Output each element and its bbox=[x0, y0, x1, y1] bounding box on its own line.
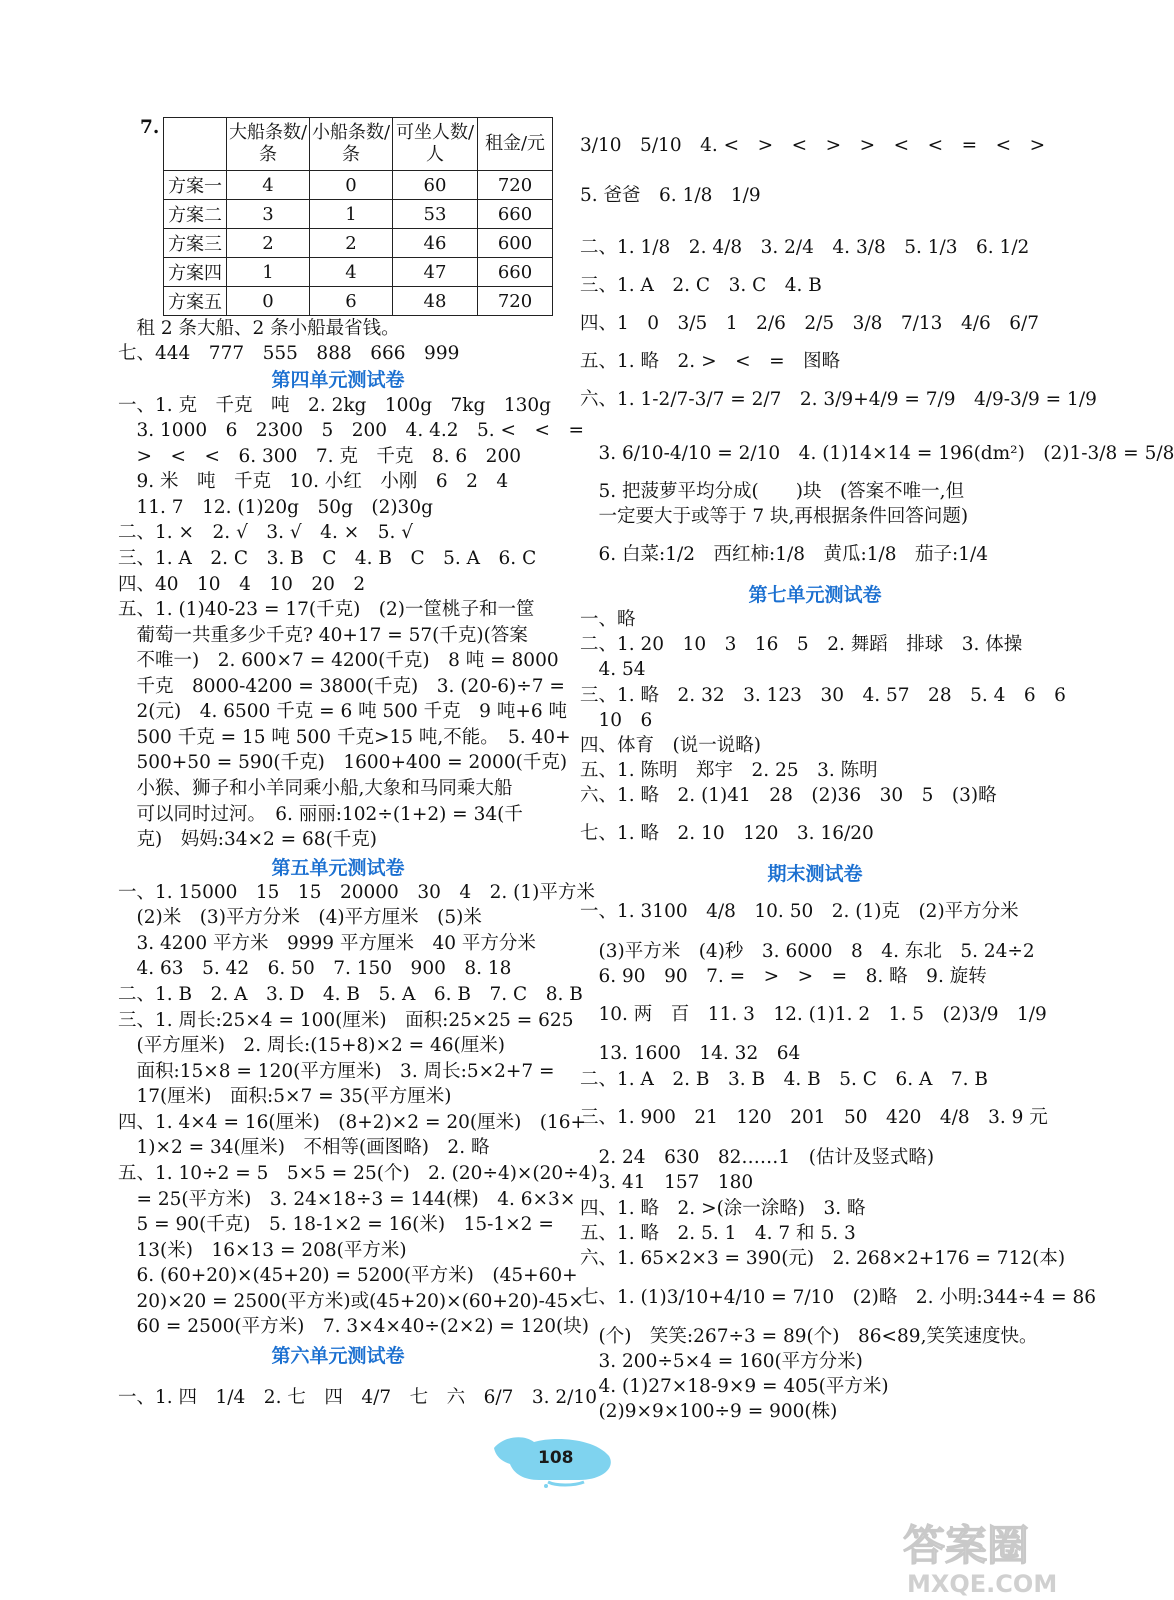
table-cell: 6 bbox=[310, 287, 393, 316]
answer-line: 13. 1600 14. 32 64 bbox=[580, 1043, 801, 1064]
answer-line: 二、1. 1/8 2. 4/8 3. 2/4 4. 3/8 5. 1/3 6. 1/2 bbox=[580, 237, 1030, 258]
table-cell: 2 bbox=[310, 229, 393, 258]
answer-line: 500 千克 = 15 吨 500 千克>15 吨,不能。 5. 40+ bbox=[118, 727, 571, 748]
table-row bbox=[164, 287, 553, 316]
table-header-row bbox=[164, 118, 553, 171]
answer-line: 二、1. × 2. √ 3. √ 4. × 5. √ bbox=[118, 522, 414, 543]
answer-line: 9. 米 吨 千克 10. 小红 小刚 6 2 4 bbox=[118, 471, 509, 492]
answer-line: 四、1. 4×4 = 16(厘米) (8+2)×2 = 20(厘米) (16+ bbox=[118, 1112, 587, 1133]
table-cell: 47 bbox=[393, 258, 478, 287]
answer-line: (2)米 (3)平方分米 (4)平方厘米 (5)米 bbox=[118, 907, 482, 928]
table-cell: 4 bbox=[227, 171, 310, 200]
answer-line: 二、1. B 2. A 3. D 4. B 5. A 6. B 7. C 8. B bbox=[118, 984, 583, 1005]
answer-line: 四、40 10 4 10 20 2 bbox=[118, 574, 366, 595]
table-cell: 720 bbox=[478, 171, 553, 200]
answer-line: 2(元) 4. 6500 千克 = 6 吨 500 千克 9 吨+6 吨 bbox=[118, 701, 567, 722]
answer-line: 5. 爸爸 6. 1/8 1/9 bbox=[580, 185, 761, 206]
table-corner-cell bbox=[164, 118, 227, 171]
answer-line: 1)×2 = 34(厘米) 不相等(画图略) 2. 略 bbox=[118, 1137, 490, 1158]
answer-line: 6. (60+20)×(45+20) = 5200(平方米) (45+60+ bbox=[118, 1265, 578, 1286]
answer-line: 四、1 0 3/5 1 2/6 2/5 3/8 7/13 4/6 6/7 bbox=[580, 313, 1039, 334]
table-header-cell: 可坐人数/人 bbox=[393, 118, 478, 171]
answer-line: 一、1. 15000 15 15 20000 30 4 2. (1)平方米 bbox=[118, 882, 595, 903]
answer-line: 3. 1000 6 2300 5 200 4. 4.2 5. < < = bbox=[118, 420, 585, 441]
answer-line: 三、1. 周长:25×4 = 100(厘米) 面积:25×25 = 625 bbox=[118, 1010, 574, 1031]
answer-line: 二、1. A 2. B 3. B 4. B 5. C 6. A 7. B bbox=[580, 1069, 988, 1090]
answer-line: 11. 7 12. (1)20g 50g (2)30g bbox=[118, 497, 433, 518]
answer-line: 小猴、狮子和小羊同乘小船,大象和马同乘大船 bbox=[118, 778, 513, 799]
table-cell: 600 bbox=[478, 229, 553, 258]
answer-line: 60 = 2500(平方米) 7. 3×4×40÷(2×2) = 120(块) bbox=[118, 1316, 589, 1337]
table-row bbox=[164, 229, 553, 258]
table-cell: 60 bbox=[393, 171, 478, 200]
answer-line: 3. 4200 平方米 9999 平方厘米 40 平方分米 bbox=[118, 933, 536, 954]
answer-line: 五、1. 略 2. 5. 1 4. 7 和 5. 3 bbox=[580, 1223, 856, 1244]
answer-line: 六、1. 略 2. (1)41 28 (2)36 30 5 (3)略 bbox=[580, 785, 997, 806]
table-cell: 720 bbox=[478, 287, 553, 316]
answer-line: 6. 白菜:1/2 西红柿:1/8 黄瓜:1/8 茄子:1/4 bbox=[580, 544, 989, 565]
table-cell: 53 bbox=[393, 200, 478, 229]
answer-line: 13(米) 16×13 = 208(平方米) bbox=[118, 1240, 407, 1261]
boat-rental-table bbox=[163, 117, 553, 316]
answer-line: 10. 两 百 11. 3 12. (1)1. 2 1. 5 (2)3/9 1/9 bbox=[580, 1004, 1047, 1025]
answer-line: 20)×20 = 2500(平方米)或(45+20)×(60+20)-45× bbox=[118, 1291, 584, 1312]
answer-line: 6. 90 90 7. = > > = 8. 略 9. 旋转 bbox=[580, 966, 987, 987]
answer-line: 七、1. 略 2. 10 120 3. 16/20 bbox=[580, 823, 874, 844]
answer-line: 10 6 bbox=[580, 710, 653, 731]
answer-line: (个) 笑笑:267÷3 = 89(个) 86<89,笑笑速度快。 bbox=[580, 1326, 1038, 1347]
answer-line: = 25(平方米) 3. 24×18÷3 = 144(棵) 4. 6×3× bbox=[118, 1189, 576, 1210]
answer-line: 千克 8000-4200 = 3800(千克) 3. (20-6)÷7 = bbox=[118, 676, 565, 697]
table-cell: 3 bbox=[227, 200, 310, 229]
table-cell: 1 bbox=[227, 258, 310, 287]
table-cell: 48 bbox=[393, 287, 478, 316]
answer-line: 3. 41 157 180 bbox=[580, 1172, 754, 1193]
table-cell: 方案五 bbox=[164, 287, 227, 316]
table-row bbox=[164, 258, 553, 287]
table-cell: 1 bbox=[310, 200, 393, 229]
answer-line: 4. 63 5. 42 6. 50 7. 150 900 8. 18 bbox=[118, 958, 512, 979]
answer-line: 七、444 777 555 888 666 999 bbox=[118, 343, 460, 364]
unit6-heading: 第六单元测试卷 bbox=[271, 1345, 405, 1367]
answer-line: 5. 把菠萝平均分成( )块 (答案不唯一,但 bbox=[580, 481, 965, 502]
answer-line: 3. 200÷5×4 = 160(平方分米) bbox=[580, 1351, 863, 1372]
table-cell: 方案四 bbox=[164, 258, 227, 287]
question-7-number: 7. bbox=[140, 117, 160, 138]
answer-line: (2)9×9×100÷9 = 900(株) bbox=[580, 1401, 838, 1422]
answer-line: 四、体育 (说一说略) bbox=[580, 735, 761, 756]
table-cell: 0 bbox=[310, 171, 393, 200]
unit5-heading: 第五单元测试卷 bbox=[271, 857, 405, 879]
table-cell: 方案三 bbox=[164, 229, 227, 258]
answer-line: 一、1. 3100 4/8 10. 50 2. (1)克 (2)平方分米 bbox=[580, 901, 1019, 922]
answer-line: 六、1. 65×2×3 = 390(元) 2. 268×2+176 = 712(本) bbox=[580, 1248, 1066, 1269]
table-header-cell: 小船条数/条 bbox=[310, 118, 393, 171]
answer-line: 3. 6/10-4/10 = 2/10 4. (1)14×14 = 196(dm²) (2)1-3/8 = 5/8 bbox=[580, 443, 1174, 464]
table-cell: 46 bbox=[393, 229, 478, 258]
answer-line: 不唯一) 2. 600×7 = 4200(千克) 8 吨 = 8000 bbox=[118, 650, 559, 671]
answer-line: 5 = 90(千克) 5. 18-1×2 = 16(米) 15-1×2 = bbox=[118, 1214, 554, 1235]
answer-line: 500+50 = 590(千克) 1600+400 = 2000(千克) bbox=[118, 752, 568, 773]
answer-line: 可以同时过河。 6. 丽丽:102÷(1+2) = 34(千 bbox=[118, 804, 523, 825]
answer-line: 五、1. (1)40-23 = 17(千克) (2)一筐桃子和一筐 bbox=[118, 599, 535, 620]
answer-line: 二、1. 20 10 3 16 5 2. 舞蹈 排球 3. 体操 bbox=[580, 634, 1023, 655]
answer-line: 一定要大于或等于 7 块,再根据条件回答问题) bbox=[580, 506, 969, 527]
answer-line: 17(厘米) 面积:5×7 = 35(平方厘米) bbox=[118, 1086, 452, 1107]
answer-line: 一、1. 四 1/4 2. 七 四 4/7 七 六 6/7 3. 2/10 bbox=[118, 1387, 597, 1408]
svg-text:答案圈: 答案圈 bbox=[903, 1521, 1030, 1570]
answer-line: 三、1. 900 21 120 201 50 420 4/8 3. 9 元 bbox=[580, 1107, 1048, 1128]
page-number: 108 bbox=[538, 1448, 574, 1468]
table-cell: 方案二 bbox=[164, 200, 227, 229]
answer-line: 五、1. 陈明 郑宇 2. 25 3. 陈明 bbox=[580, 760, 878, 781]
answer-line: 三、1. A 2. C 3. C 4. B bbox=[580, 275, 822, 296]
answer-line: (3)平方米 (4)秒 3. 6000 8 4. 东北 5. 24÷2 bbox=[580, 941, 1035, 962]
answer-line: 五、1. 10÷2 = 5 5×5 = 25(个) 2. (20÷4)×(20÷4) bbox=[118, 1163, 598, 1184]
svg-text:MXQE.COM: MXQE.COM bbox=[907, 1570, 1058, 1598]
unit4-heading: 第四单元测试卷 bbox=[271, 369, 405, 391]
answer-line: 3/10 5/10 4. < > < > > < < = < > bbox=[580, 135, 1046, 156]
answer-line: 一、略 bbox=[580, 609, 636, 630]
answer-line: 六、1. 1-2/7-3/7 = 2/7 2. 3/9+4/9 = 7/9 4/9-3/9 = 1/9 bbox=[580, 389, 1097, 410]
final-exam-heading: 期末测试卷 bbox=[767, 863, 863, 885]
table-row bbox=[164, 171, 553, 200]
answer-line: 4. (1)27×18-9×9 = 405(平方米) bbox=[580, 1376, 889, 1397]
table-cell: 2 bbox=[227, 229, 310, 258]
answer-line: 三、1. A 2. C 3. B C 4. B C 5. A 6. C bbox=[118, 548, 537, 569]
answer-line: 2. 24 630 82……1 (估计及竖式略) bbox=[580, 1147, 935, 1168]
table-cell: 0 bbox=[227, 287, 310, 316]
table-row bbox=[164, 200, 553, 229]
answer-line: 七、1. (1)3/10+4/10 = 7/10 (2)略 2. 小明:344÷4 = 86 bbox=[580, 1287, 1096, 1308]
table-cell: 方案一 bbox=[164, 171, 227, 200]
answer-line: > < < 6. 300 7. 克 千克 8. 6 200 bbox=[118, 446, 521, 467]
table-header-cell: 租金/元 bbox=[478, 118, 553, 171]
table-cell: 4 bbox=[310, 258, 393, 287]
answer-line: 五、1. 略 2. > < = 图略 bbox=[580, 351, 841, 372]
answer-line: 一、1. 克 千克 吨 2. 2kg 100g 7kg 130g bbox=[118, 395, 552, 416]
answer-line: 克) 妈妈:34×2 = 68(千克) bbox=[118, 829, 378, 850]
answer-line: 四、1. 略 2. >(涂一涂略) 3. 略 bbox=[580, 1198, 866, 1219]
answer-line: 租 2 条大船、2 条小船最省钱。 bbox=[118, 318, 400, 339]
answer-line: (平方厘米) 2. 周长:(15+8)×2 = 46(厘米) bbox=[118, 1035, 505, 1056]
watermark-logo bbox=[895, 1508, 1075, 1598]
answer-line: 三、1. 略 2. 32 3. 123 30 4. 57 28 5. 4 6 6 bbox=[580, 685, 1066, 706]
table-header-cell: 大船条数/条 bbox=[227, 118, 310, 171]
answer-line: 面积:15×8 = 120(平方厘米) 3. 周长:5×2+7 = bbox=[118, 1061, 555, 1082]
answer-line: 4. 54 bbox=[580, 659, 646, 680]
table-cell: 660 bbox=[478, 200, 553, 229]
unit7-heading: 第七单元测试卷 bbox=[748, 584, 882, 606]
table-cell: 660 bbox=[478, 258, 553, 287]
answer-line: 葡萄一共重多少千克? 40+17 = 57(千克)(答案 bbox=[118, 625, 528, 646]
